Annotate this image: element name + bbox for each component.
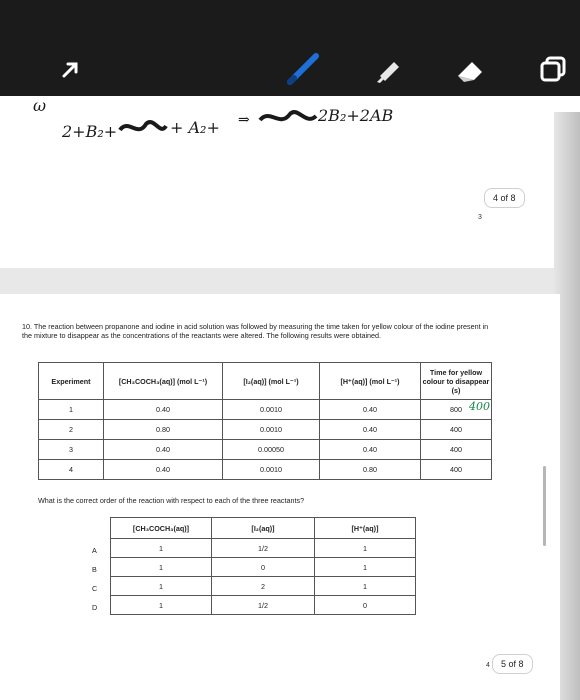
options-header: [I₂(aq)] xyxy=(212,518,315,539)
table-cell: 0.0010 xyxy=(223,400,320,420)
scribble-mark xyxy=(258,108,318,130)
handwritten-arrow: ⇒ xyxy=(238,112,250,128)
scrollbar[interactable] xyxy=(543,466,546,546)
table-row xyxy=(39,440,492,460)
results-table xyxy=(38,362,492,480)
table-header: Time for yellow colour to disappear (s) xyxy=(421,363,492,400)
options-header: [CH₃COCH₃(aq)] xyxy=(111,518,212,539)
option-cell: 1 xyxy=(111,558,212,577)
pages-icon[interactable] xyxy=(530,46,576,92)
option-cell: 1 xyxy=(111,539,212,558)
table-header: [I₂(aq)] (mol L⁻¹) xyxy=(223,363,320,400)
option-cell: 1 xyxy=(111,577,212,596)
table-header-row xyxy=(39,363,492,400)
page-4 xyxy=(0,96,580,268)
table-cell: 2 xyxy=(39,420,104,440)
table-cell: 400 xyxy=(421,420,492,440)
handwritten-note: 400 xyxy=(469,400,490,413)
table-cell: 0.40 xyxy=(320,420,421,440)
table-cell: 0.80 xyxy=(104,420,223,440)
table-cell-value: 800 xyxy=(450,405,462,414)
table-cell: 0.40 xyxy=(104,440,223,460)
handwritten-equation-part: + A₂+ xyxy=(170,118,220,137)
option-row[interactable] xyxy=(111,596,416,615)
handwritten-equation-part: 2+B₂+ xyxy=(62,122,118,141)
table-cell: 0.40 xyxy=(104,400,223,420)
table-header: [CH₃COCH₃(aq)] (mol L⁻¹) xyxy=(104,363,223,400)
option-cell: 1/2 xyxy=(212,596,315,615)
table-row xyxy=(39,400,492,420)
table-cell: 0.00050 xyxy=(223,440,320,460)
option-row[interactable] xyxy=(111,539,416,558)
page-number: 3 xyxy=(478,214,482,221)
option-cell: 1/2 xyxy=(212,539,315,558)
option-letter: C xyxy=(92,584,98,593)
option-cell: 2 xyxy=(212,577,315,596)
eraser-icon[interactable] xyxy=(446,46,492,92)
option-letter: D xyxy=(92,603,98,612)
table-cell: 1 xyxy=(39,400,104,420)
option-letters xyxy=(92,541,97,617)
page-indicator-lower: 5 of 8 xyxy=(492,654,533,674)
question-text xyxy=(22,322,490,340)
option-cell: 1 xyxy=(315,577,416,596)
options-header-row xyxy=(111,518,416,539)
table-row xyxy=(39,420,492,440)
option-cell: 1 xyxy=(111,596,212,615)
table-cell: 0.0010 xyxy=(223,420,320,440)
options-header: [H⁺(aq)] xyxy=(315,518,416,539)
page-gap xyxy=(0,268,580,294)
page-indicator-upper: 4 of 8 xyxy=(484,188,525,208)
answer-options-table xyxy=(110,517,416,615)
option-cell: 1 xyxy=(315,558,416,577)
table-row xyxy=(39,460,492,480)
scribble-mark xyxy=(118,116,168,140)
table-cell: 4 xyxy=(39,460,104,480)
option-row[interactable] xyxy=(111,577,416,596)
handwritten-mark: ω xyxy=(33,96,47,115)
table-cell: 0.80 xyxy=(320,460,421,480)
table-cell: 0.40 xyxy=(320,440,421,460)
question-number: 10. xyxy=(22,322,32,331)
table-cell: 400 xyxy=(421,440,492,460)
option-letter: B xyxy=(92,565,97,574)
pointer-arrow-icon[interactable] xyxy=(48,46,94,92)
table-cell: 0.40 xyxy=(104,460,223,480)
option-row[interactable] xyxy=(111,558,416,577)
question-prompt: What is the correct order of the reaction with respect to each of the three reactants? xyxy=(38,496,305,505)
highlighter-icon[interactable] xyxy=(366,46,412,92)
question-body: The reaction between propanone and iodine in acid solution was followed by measuring the time taken for yellow colour of the iodine present in the mixture to disappear as the concentrations of the reactants were altered. The following results were obtained. xyxy=(22,322,489,340)
option-letter: A xyxy=(92,546,97,555)
table-cell xyxy=(421,400,492,420)
pen-icon[interactable] xyxy=(280,46,326,92)
handwritten-equation-part: 2B₂+2AB xyxy=(318,106,394,125)
table-header: [H⁺(aq)] (mol L⁻¹) xyxy=(320,363,421,400)
table-cell: 0.0010 xyxy=(223,460,320,480)
table-cell: 0.40 xyxy=(320,400,421,420)
option-cell: 0 xyxy=(315,596,416,615)
table-cell: 400 xyxy=(421,460,492,480)
table-header: Experiment xyxy=(39,363,104,400)
option-cell: 1 xyxy=(315,539,416,558)
option-cell: 0 xyxy=(212,558,315,577)
page-number: 4 xyxy=(486,662,490,669)
table-cell: 3 xyxy=(39,440,104,460)
